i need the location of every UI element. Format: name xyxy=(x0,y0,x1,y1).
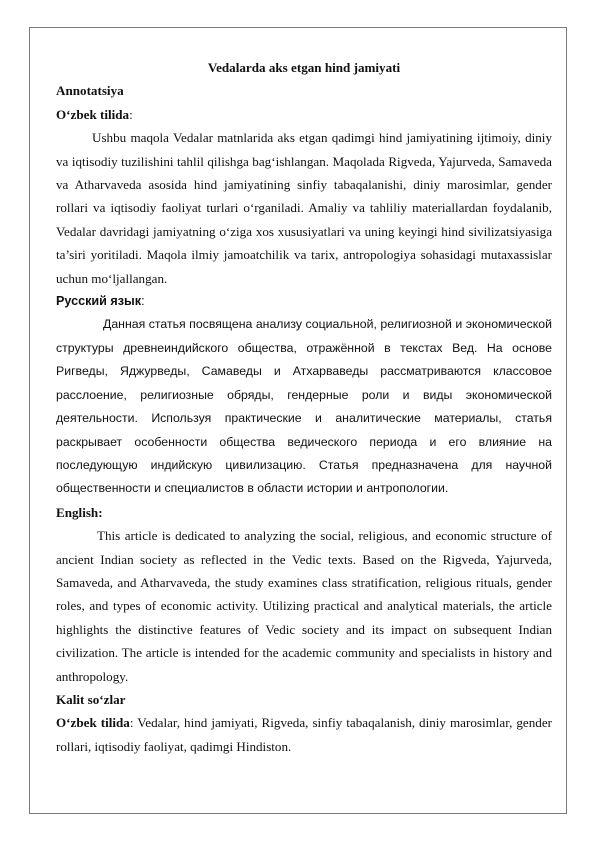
annotation-heading: Annotatsiya xyxy=(56,83,124,99)
english-abstract: This article is dedicated to analyzing the social, religious, and economic structure of ancient Indian society as reflected in the Vedic texts. Based on the Rigveda, Yajurveda, Samaveda, and Atharvaveda, the study examines class stratification, religious rituals, gender roles, and types of economic activity. Utilizing practical and analytical materials, the article highlights the distinctive features of Vedic society and its impact on subsequent Indian civilization. The article is intended for the academic community and specialists in history and anthropology. xyxy=(56,528,552,684)
uzbek-keywords-text: : Vedalar, hind jamiyati, Rigveda, sinfiy tabaqalanish, diniy marosimlar, gender rollari, iqtisodiy faoliyat, qadimgi Hindiston. xyxy=(56,715,552,754)
uzbek-abstract: Ushbu maqola Vedalar matnlarida aks etgan qadimgi hind jamiyatining ijtimoiy, diniy va iqtisodiy tuzilishini tahlil qilishga bag‘ishlangan. Maqolada Rigveda, Yajurveda, Samaveda va Atharvaveda asosida hind jamiyatining sinfiy tabaqalanishi, diniy marosimlar, gender rollari va iqtisodiy faoliyat turlari o‘rganiladi. Amaliy va tahliliy materiallardan foydalanib, Vedalar davridagi jamiyatning o‘ziga xos xususiyatlari va uning keyingi hind sivilizatsiyasiga ta’siri yoritiladi. Maqola ilmiy jamoatchilik va tarix, antropologiya sohasidagi mutaxassislar uchun mo‘ljallangan. xyxy=(56,130,552,286)
uzbek-label-line xyxy=(56,103,552,126)
keywords-heading: Kalit so‘zlar xyxy=(56,691,126,707)
russian-label: Русский язык xyxy=(56,294,142,309)
uzbek-label-colon: : xyxy=(129,106,133,122)
russian-abstract: Данная статья посвящена анализу социальной, религиозной и экономической структуры древнеиндийского общества, отражённой в текстах Вед. На основе Ригведы, Яджурведы, Самаведы и Атхарваведы рассматриваются классовое расслоение, религиозные обряды, гендерные роли и виды экономической деятельности. Используя практические и аналитические материалы, статья раскрывает особенности общества ведического периода и его влияние на последующую индийскую цивилизацию. Статья предназначена для научной общественности и специалистов в области истории и антропологии. xyxy=(56,317,552,496)
russian-label-colon: : xyxy=(141,294,145,309)
document-title: Vedalarda aks etgan hind jamiyati xyxy=(207,60,401,75)
uzbek-label: O‘zbek tilida xyxy=(56,106,130,122)
document-content xyxy=(56,56,552,758)
russian-label-line xyxy=(56,290,552,313)
uzbek-keywords-label: O‘zbek tilida xyxy=(56,715,130,731)
english-label: English: xyxy=(56,504,103,520)
uzbek-keywords xyxy=(56,711,552,758)
